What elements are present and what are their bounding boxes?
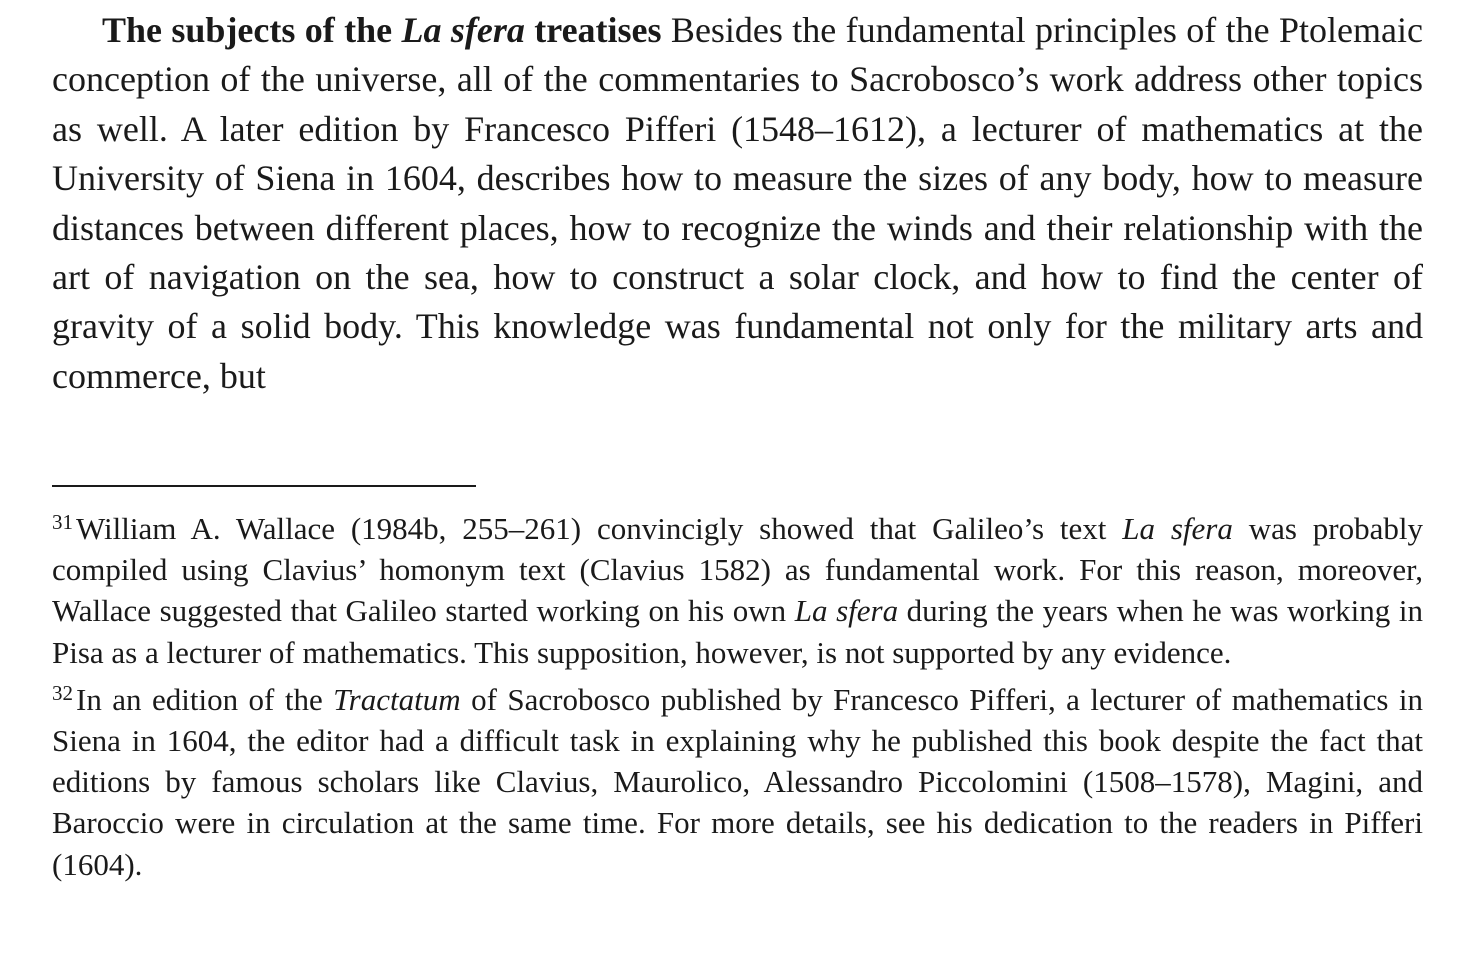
footnote-32-italic-a: Tractatum (333, 681, 461, 717)
footnote-31-number: 31 (52, 510, 73, 534)
footnote-32-text-a: In an edition of the (76, 681, 334, 717)
footnote-31-text-b: was probably compiled using Clavius’ homonym text (Clavius 1582) as fundamental work. For this reason, moreover, Wallace suggested that Galileo started working on his own (52, 511, 1423, 629)
footnote-32 (52, 679, 1423, 885)
footnotes-section (52, 508, 1423, 891)
run-in-heading-part-a: The subjects of the (102, 10, 402, 50)
footnote-31-text-c: during the years when he was working in Pisa as a lecturer of mathematics. This supposition, however, is not supported by any evidence. (52, 593, 1423, 670)
body-paragraph-text: Besides the fundamental principles of the Ptolemaic conception of the universe, all of the commentaries to Sacrobosco’s work address other topics as well. A later edition by Francesco Pifferi (1548–1612), a lecturer of mathematics at the University of Siena in 1604, describes how to measure the sizes of any body, how to measure distances between different places, how to recognize the winds and their relationship with the art of navigation on the sea, how to construct a solar clock, and how to find the center of gravity of a solid body. This knowledge was fundamental not only for the military arts and commerce, but (52, 10, 1424, 396)
body-paragraph (52, 6, 1423, 401)
footnote-separator-rule (52, 485, 476, 487)
run-in-heading-italic-title: La sfera (401, 10, 525, 50)
footnote-31-text-a: William A. Wallace (1984b, 255–261) convincigly showed that Galileo’s text (76, 511, 1123, 546)
run-in-heading (102, 10, 662, 50)
footnote-32-text-b: of Sacrobosco published by Francesco Pifferi, a lecturer of mathematics in Siena in 1604, the editor had a difficult task in explaining why he published this book despite the fact that editions by famous scholars like Clavius, Maurolico, Alessandro Piccolomini (1508–1578), Magini, and Baroccio were in circulation at the same time. For more details, see his dedication to the readers in Pifferi (1604). (52, 681, 1423, 882)
footnote-32-number: 32 (52, 680, 73, 705)
run-in-heading-part-b: treatises (524, 10, 662, 50)
main-text-block (52, 6, 1423, 401)
footnote-31-italic-b: La sfera (794, 593, 899, 629)
footnote-31-italic-a: La sfera (1122, 511, 1233, 546)
footnote-31 (52, 508, 1423, 673)
